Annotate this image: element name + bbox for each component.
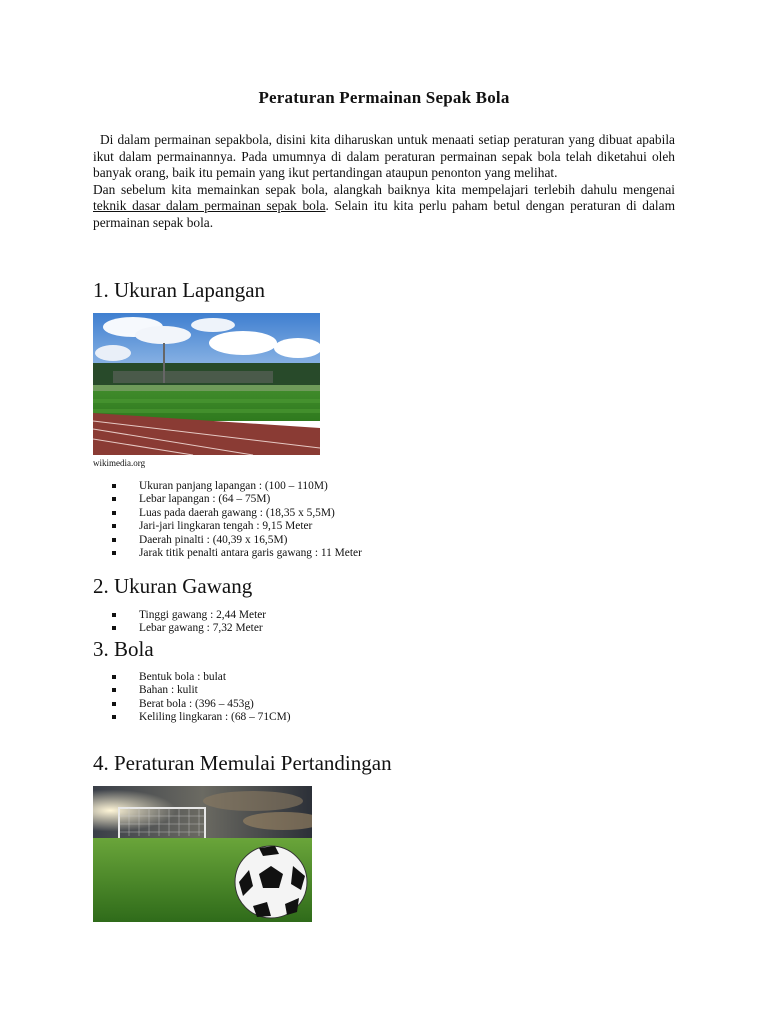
list-item-text: Bahan : kulit xyxy=(139,684,198,697)
list-ukuran-gawang xyxy=(93,609,266,636)
list-item-text: Ukuran panjang lapangan : (100 – 110M) xyxy=(139,480,328,492)
section-heading-bola: 3. Bola xyxy=(93,637,154,661)
image-caption: wikimedia.org xyxy=(93,458,146,468)
square-bullet-icon xyxy=(112,626,116,630)
soccer-ball-photo xyxy=(93,786,312,922)
square-bullet-icon xyxy=(112,511,116,515)
square-bullet-icon xyxy=(112,675,116,679)
list-item xyxy=(93,534,362,547)
square-bullet-icon xyxy=(112,538,116,542)
list-item xyxy=(93,684,291,697)
intro-paragraph-1: Di dalam permainan sepakbola, disini kita diharuskan untuk menaati setiap peraturan yang dibuat apabila ikut dalam permainannya. Pada umumnya di dalam peraturan permainan sepak bola telah diketahui oleh banyak orang, baik itu pemain yang ikut pertandingan ataupun penonton yang melihat. xyxy=(93,132,675,180)
list-item xyxy=(93,480,362,493)
list-item-text: Keliling lingkaran : (68 – 71CM) xyxy=(139,711,291,724)
list-item xyxy=(93,507,362,520)
square-bullet-icon xyxy=(112,524,116,528)
list-item-text: Tinggi gawang : 2,44 Meter xyxy=(139,609,267,621)
list-item xyxy=(93,493,362,506)
intro-text xyxy=(93,132,675,231)
list-bola xyxy=(93,671,291,725)
stadium-photo xyxy=(93,313,320,455)
list-item-text: Jarak titik penalti antara garis gawang : 11 Meter xyxy=(139,547,362,560)
document-title: Peraturan Permainan Sepak Bola xyxy=(258,88,510,107)
square-bullet-icon xyxy=(112,613,116,617)
list-item-text: Lebar gawang : 7,32 Meter xyxy=(139,622,263,635)
square-bullet-icon xyxy=(112,551,116,555)
list-item xyxy=(93,622,266,635)
list-item-text: Daerah pinalti : (40,39 x 16,5M) xyxy=(139,533,288,546)
square-bullet-icon xyxy=(112,702,116,706)
section-heading-memulai-pertandingan: 4. Peraturan Memulai Pertandingan xyxy=(93,751,392,775)
square-bullet-icon xyxy=(112,497,116,501)
section-heading-ukuran-lapangan: 1. Ukuran Lapangan xyxy=(93,278,266,302)
square-bullet-icon xyxy=(112,715,116,719)
section-heading-ukuran-gawang: 2. Ukuran Gawang xyxy=(93,574,253,598)
intro-paragraph-2 xyxy=(93,182,675,232)
list-item xyxy=(93,609,266,622)
list-item-text: Bentuk bola : bulat xyxy=(139,671,226,683)
list-item-text: Berat bola : (396 – 453g) xyxy=(139,697,254,710)
list-item xyxy=(93,520,362,533)
list-item-text: Luas pada daerah gawang : (18,35 x 5,5M) xyxy=(139,506,335,519)
square-bullet-icon xyxy=(112,688,116,692)
teknik-dasar-link[interactable]: teknik dasar dalam permainan sepak bola xyxy=(93,198,326,213)
list-item-text: Jari-jari lingkaran tengah : 9,15 Meter xyxy=(139,520,313,533)
list-item xyxy=(93,547,362,560)
list-ukuran-lapangan xyxy=(93,480,362,560)
intro-paragraph-2-end: . Selain itu kita perlu paham betul dengan peraturan di dalam permainan sepak bola. xyxy=(93,198,675,230)
list-item xyxy=(93,671,291,684)
list-item xyxy=(93,698,291,711)
list-item-text: Lebar lapangan : (64 – 75M) xyxy=(139,493,271,506)
intro-paragraph-2-start: Dan sebelum kita memainkan sepak bola, alangkah baiknya kita mempelajari terlebih dahulu mengenai xyxy=(93,181,675,197)
square-bullet-icon xyxy=(112,484,116,488)
list-item xyxy=(93,711,291,724)
